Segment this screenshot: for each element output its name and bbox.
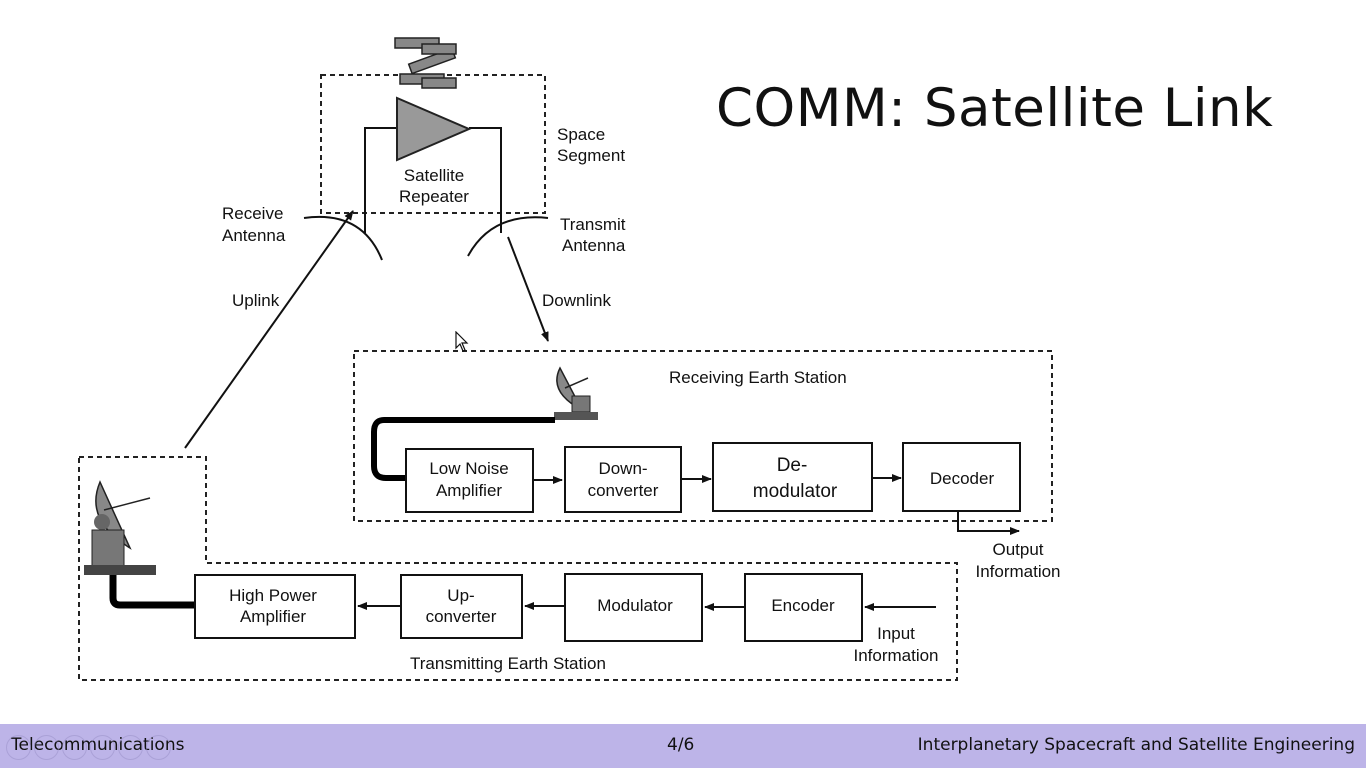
zoom-button[interactable] <box>118 735 143 760</box>
repeater-label-line2: Repeater <box>399 187 469 206</box>
downconverter-line2: converter <box>587 481 659 500</box>
high-power-amplifier-line2: Amplifier <box>239 607 307 626</box>
dish-antenna-icon <box>554 368 598 420</box>
low-noise-amplifier-line1: Low Noise <box>429 459 509 478</box>
uplink-arrow <box>185 211 353 448</box>
modulator-label: Modulator <box>597 596 673 615</box>
upconverter-line1: Up- <box>447 586 475 605</box>
dish-antenna-icon <box>84 482 156 575</box>
repeater-output-wire <box>469 128 501 233</box>
high-power-amplifier-line1: High Power <box>229 586 317 605</box>
input-information-line2: Information <box>853 646 939 665</box>
repeater-label-line1: Satellite <box>403 166 465 185</box>
repeater-input-wire <box>365 128 397 233</box>
transmitting-station-title: Transmitting Earth Station <box>410 654 606 673</box>
footer-bar <box>0 724 1366 768</box>
output-information-line2: Information <box>975 562 1061 581</box>
demodulator-line1: De- <box>776 455 808 476</box>
transmit-antenna-label-line2: Antenna <box>562 236 626 255</box>
transmit-antenna-label-line1: Transmit <box>560 215 626 234</box>
satellite-icon <box>395 38 456 88</box>
footer-course-title: Interplanetary Spacecraft and Satellite Engineering <box>917 735 1355 755</box>
space-segment-label-line2: Segment <box>557 146 626 165</box>
receive-antenna-arc <box>304 217 382 260</box>
footer-page-number: 4/6 <box>667 735 695 755</box>
downconverter-line1: Down- <box>598 459 648 478</box>
space-segment-label-line1: Space <box>557 125 606 144</box>
downlink-label: Downlink <box>542 291 611 310</box>
demodulator-line2: modulator <box>752 481 838 502</box>
downlink-arrow <box>508 237 548 341</box>
downconverter-block <box>565 447 681 512</box>
cursor-icon <box>455 331 469 353</box>
amplifier-triangle <box>397 98 469 160</box>
transmit-antenna-arc <box>468 217 548 256</box>
uplink-label: Uplink <box>232 291 280 310</box>
previous-slide-button[interactable] <box>6 735 31 760</box>
input-information-line1: Input <box>877 624 915 643</box>
receiving-station-title: Receiving Earth Station <box>669 368 847 387</box>
output-information-line1: Output <box>992 540 1044 559</box>
encoder-label: Encoder <box>771 596 835 615</box>
next-slide-button[interactable] <box>34 735 59 760</box>
pen-tool-button[interactable] <box>62 735 87 760</box>
slide-title: COMM: Satellite Link <box>716 78 1274 139</box>
footer-section-title: Telecommunications <box>11 735 185 755</box>
low-noise-amplifier-line2: Amplifier <box>435 481 503 500</box>
transmit-feed-cable <box>113 575 195 605</box>
receive-antenna-label-line1: Receive <box>222 204 284 223</box>
more-options-button[interactable] <box>146 735 171 760</box>
upconverter-line2: converter <box>425 607 497 626</box>
decoder-label: Decoder <box>929 469 995 488</box>
receive-antenna-label-line2: Antenna <box>222 226 286 245</box>
slides-overview-button[interactable] <box>90 735 115 760</box>
player-controls <box>6 735 171 760</box>
